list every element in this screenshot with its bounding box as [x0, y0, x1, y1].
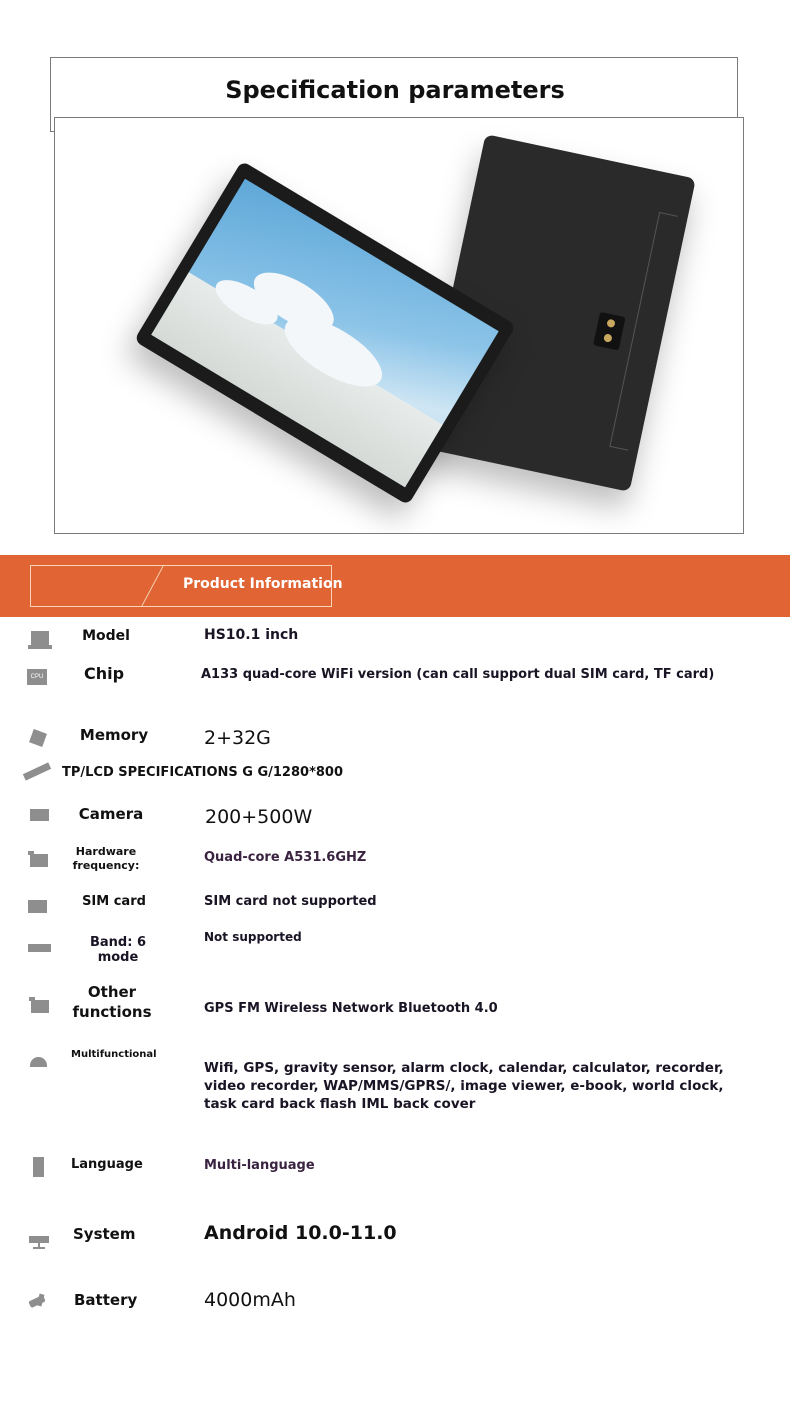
folder-tab [29, 997, 35, 1001]
language-icon [33, 1157, 44, 1177]
spec-value: Android 10.0-11.0 [204, 1222, 397, 1244]
band-icon [28, 944, 51, 952]
spec-value: GPS FM Wireless Network Bluetooth 4.0 [204, 1001, 498, 1016]
spec-label: Camera [78, 805, 144, 823]
laptop-base [28, 645, 52, 649]
spec-value: SIM card not supported [204, 894, 377, 909]
spec-value: Quad-core A531.6GHZ [204, 850, 367, 865]
camera-module-icon [593, 312, 626, 351]
spec-label: System [73, 1225, 136, 1243]
sim-card-icon [28, 900, 47, 913]
product-information-banner [0, 555, 790, 617]
camera-icon [30, 809, 49, 821]
laptop-icon [31, 631, 49, 645]
dome-icon [30, 1057, 47, 1067]
product-image [54, 117, 744, 534]
spec-label: Band: 6 mode [89, 935, 146, 965]
spec-label: SIM card [82, 894, 146, 909]
banner-title: Product Information [183, 576, 343, 592]
spec-value: 4000mAh [204, 1289, 296, 1311]
spec-value: Multi-language [204, 1158, 315, 1173]
folder-icon [31, 1000, 49, 1013]
spec-label: Model [82, 628, 130, 644]
spec-label: Other functions [72, 983, 152, 1021]
spec-label: TP/LCD SPECIFICATIONS G G/1280*800 [62, 765, 343, 780]
spec-label: Battery [74, 1291, 138, 1309]
spec-label: Language [71, 1157, 143, 1172]
memory-icon [29, 729, 47, 747]
spec-value: 200+500W [205, 806, 313, 828]
folder-tab [28, 851, 34, 855]
spec-value: Not supported [204, 930, 302, 944]
system-icon [29, 1236, 49, 1243]
folder-icon [30, 854, 48, 867]
spec-value: A133 quad-core WiFi version (can call support dual SIM card, TF card) [201, 667, 715, 682]
spec-label: Memory [79, 726, 149, 744]
cpu-icon: CPU [27, 669, 47, 685]
spec-label: Multifunctional [71, 1049, 157, 1060]
spec-value: Wifi, GPS, gravity sensor, alarm clock, calendar, calculator, recorder, video recorder, WAP/MMS/GPRS/, image viewer, e-book, world clock, task card back flash IML back cover [204, 1060, 724, 1112]
spec-label: Chip [83, 664, 125, 683]
page-title: Specification parameters [225, 76, 565, 104]
spec-value: 2+32G [204, 727, 271, 749]
spec-label: Hardware frequency: [72, 845, 140, 872]
screen-icon [23, 762, 51, 780]
spec-value: HS10.1 inch [204, 627, 299, 643]
system-base [33, 1247, 45, 1249]
